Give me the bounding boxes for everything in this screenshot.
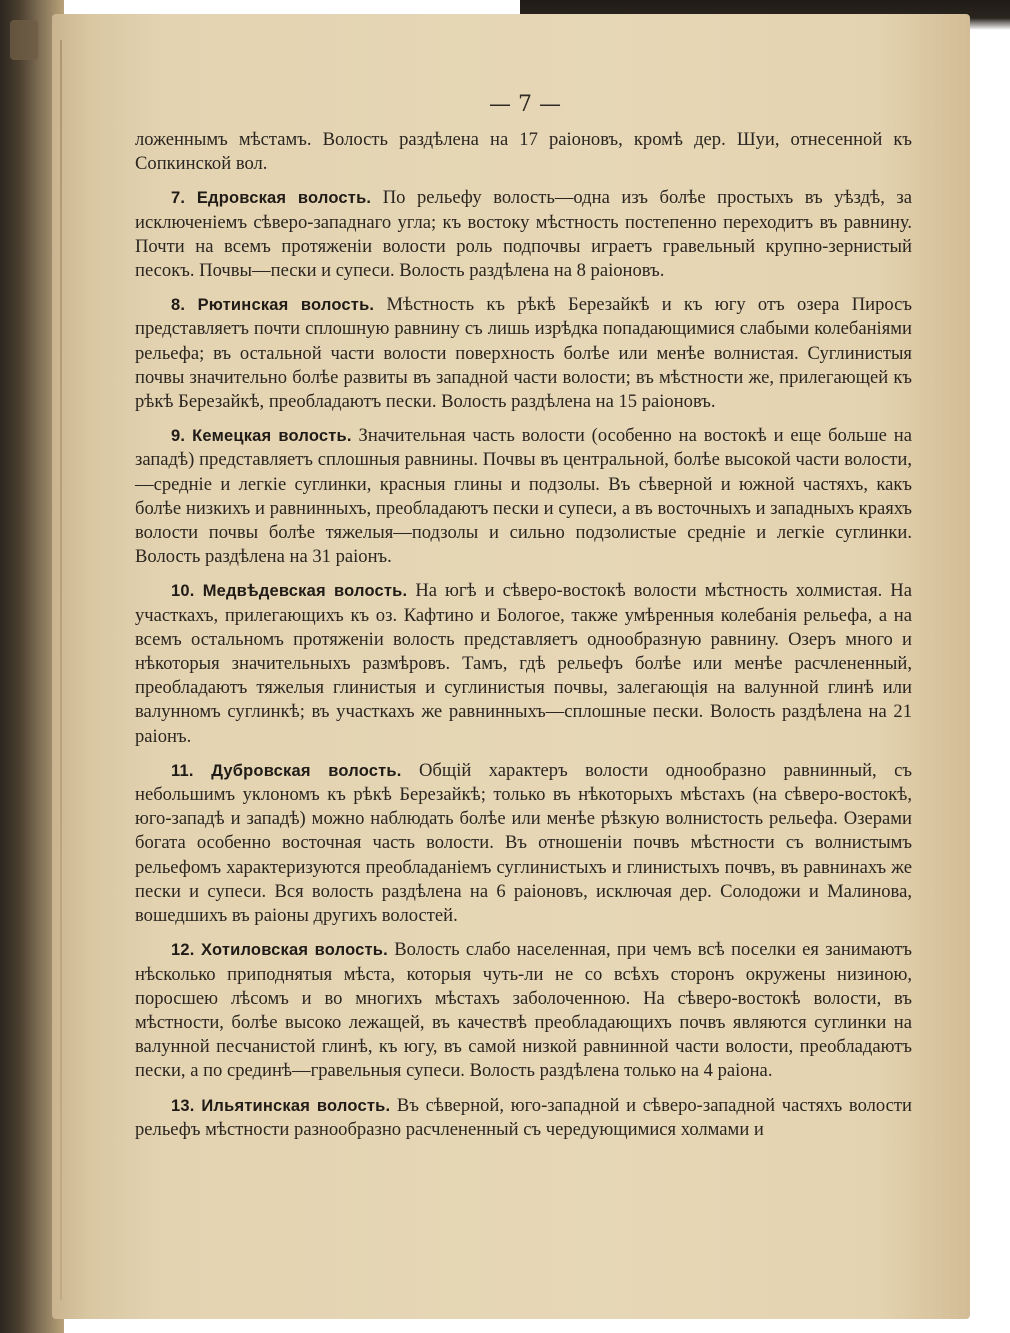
section-heading: 13. Ильятинская волость. xyxy=(171,1096,391,1115)
paragraph-text: Въ сѣверной, юго-западной и сѣверо-западной частяхъ волости рельефъ мѣстности разнообразно расчлененный съ чередующимися холмами и xyxy=(135,1094,913,1140)
paragraph-text: Общій характеръ волости однообразно равнинный, съ небольшимъ уклономъ къ рѣкѣ Березайкѣ; только въ нѣкоторыхъ мѣстахъ (на сѣверо-востокѣ, юго-западѣ и западѣ) можно наблюдать болѣе или менѣе рѣзкую волнистость рельефа. Озерами богата особенно восточная часть волости. Въ отношеніи почвъ мѣстности съ волнистымъ рельефомъ характеризуются преобладаніемъ суглинистыхъ и глинистыхъ почвъ, въ равнинахъ же пески и супеси. Вся волость раздѣлена на 6 раіоновъ, исключая дер. Солодожи и Малинова, вошедшихъ въ раіоны другихъ волостей. xyxy=(135,759,912,927)
paragraph-text: Мѣстность къ рѣкѣ Березайкѣ и къ югу отъ озера Пиросъ представляетъ почти сплошную равнину съ лишь изрѣдка попадающимися слабыми колебаніями рельефа; въ остальной части волости поверхность болѣе или менѣе волнистая. Суглинистыя почвы значительно болѣе развиты въ западной части волости; въ мѣстности же, прилегающей къ рѣкѣ Березайкѣ, преобладаютъ пески. Волость раздѣлена на 15 раіоновъ. xyxy=(135,294,912,413)
paragraph-khotilovskaya xyxy=(135,938,912,1083)
paragraph-kemetskaya xyxy=(135,424,912,569)
paragraph-text: По рельефу волость—одна изъ болѣе простыхъ въ уѣздѣ, за исключеніемъ сѣверо-западнаго угла; къ востоку мѣстность постепенно переходитъ въ равнину. Почти на всемъ протяженіи волости роль подпочвы играетъ гравельный крупно-зернистый песокъ. Почвы—пески и супеси. Волость раздѣлена на 8 раіоновъ. xyxy=(135,187,912,282)
paragraph-text: ложеннымъ мѣстамъ. Волость раздѣлена на 17 раіоновъ, кромѣ дер. Шуи, отнесенной къ Сопкинской вол. xyxy=(135,129,912,175)
page-text-block xyxy=(135,128,912,1152)
paragraph-ryutinskaya xyxy=(135,293,912,414)
paragraph-text: На югѣ и сѣверо-востокѣ волости мѣстность холмистая. На участкахъ, прилегающихъ къ оз. Кафтино и Бологое, также умѣренныя колебанія рельефа, а на всемъ остальномъ протяженіи волость представляетъ однообразную равнину. Озеръ много и нѣкоторыя значительныхъ размѣровъ. Тамъ, гдѣ рельефъ болѣе или менѣе расчлененный, преобладаютъ тяжелыя глинистыя и суглинистыя почвы, залегающія на валунной глинѣ или валунномъ суглинкѣ; въ участкахъ же равнинныхъ—сплошные пески. Волость раздѣлена на 21 раіонъ. xyxy=(135,580,912,747)
paragraph-continuation xyxy=(135,128,912,176)
section-heading: 10. Медвѣдевская волость. xyxy=(171,582,408,601)
section-heading: 8. Рютинская волость. xyxy=(171,296,375,315)
paragraph-ilyatinskaya xyxy=(135,1094,912,1142)
section-heading: 11. Дубровская волость. xyxy=(171,761,402,780)
paragraph-text: Значительная часть волости (особенно на востокѣ и еще больше на западѣ) представляетъ сплошныя равнины. Почвы въ центральной, болѣе высокой части волости,—средніе и легкіе суглинки, красныя глины и подзолы. Въ сѣверной и южной частяхъ, какъ болѣе низкихъ и равнинныхъ, преобладаютъ пески и супеси, а въ восточныхъ и западныхъ краяхъ волости почвы болѣе тяжелыя—подзолы и сильно подзолистые средніе и легкіе суглинки. Волость раздѣлена на 31 раіонъ. xyxy=(135,425,912,568)
paragraph-text: Волость слабо населенная, при чемъ всѣ поселки ея занимаютъ нѣсколько приподнятыя мѣста, которыя чуть-ли не со всѣхъ сторонъ окружены низиною, поросшею лѣсомъ и во многихъ мѣстахъ заболоченною. На сѣверо-востокѣ волости, въ мѣстности, болѣе высоко лежащей, въ качествѣ преобладающихъ почвъ являются суглинки на валунной песчанистой глинѣ, къ югу, въ самой низкой равнинной части волости, преобладаютъ пески, а по срединѣ—гравельныя супеси. Волость раздѣлена только на 4 раіона. xyxy=(135,939,913,1082)
section-heading: 7. Едровская волость. xyxy=(171,189,372,208)
paragraph-edrovskaya xyxy=(135,186,912,283)
paragraph-dubrovskaya xyxy=(135,759,912,928)
section-heading: 9. Кемецкая волость. xyxy=(171,427,352,446)
section-heading: 12. Хотиловская волость. xyxy=(171,941,388,960)
page-spine-line xyxy=(60,40,62,1300)
paragraph-medvedevskaya xyxy=(135,579,912,748)
page-number: — 7 — xyxy=(489,92,561,117)
